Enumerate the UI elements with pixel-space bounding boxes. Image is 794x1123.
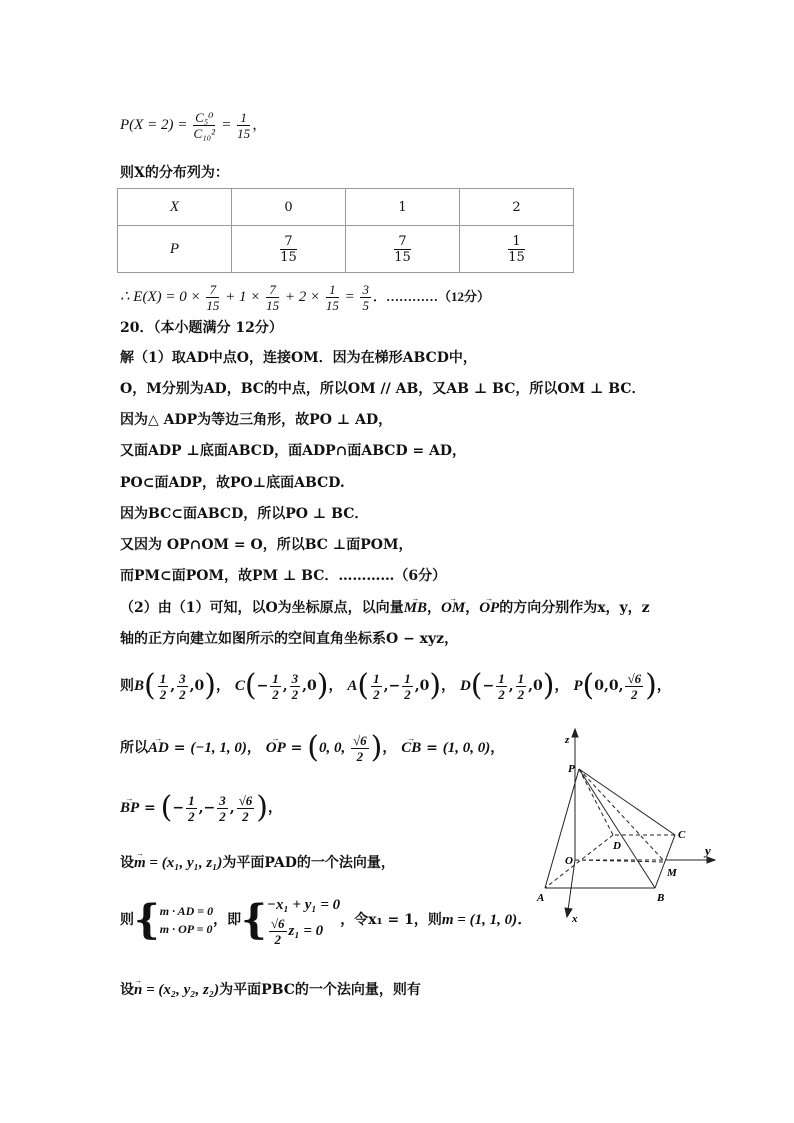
solution-line: 因为△ ADP为等边三角形，故PO ⊥ AD，: [120, 412, 393, 428]
solution-line: 解（1）取AD中点O，连接OM．因为在梯形ABCD中，: [120, 350, 477, 366]
solution-line: 而PM⊂面POM，故PM ⊥ BC．…………（6分）: [120, 568, 447, 584]
edge-PC: [579, 769, 675, 835]
solution-line: 又因为 OP∩OM = O，所以BC ⊥面POM，: [120, 537, 413, 553]
label-x: x: [572, 913, 578, 925]
label-M: M: [667, 867, 677, 879]
label-A: A: [537, 892, 545, 904]
label-z: z: [565, 734, 570, 746]
label-C: C: [678, 829, 686, 841]
fraction: $\frac{1}{15}$: [237, 110, 251, 141]
fraction: $\frac{\text{C₅⁰}}{\text{C₁₀²}}$: [193, 110, 216, 141]
solution-line: 因为BC⊂面ABCD，所以PO ⊥ BC．: [120, 506, 369, 522]
z-axis-arrow: [572, 729, 578, 737]
table-row: P $\frac{7}{15}$ $\frac{7}{15}$ $\frac{1}{15}$: [118, 226, 574, 273]
normal-m-line: 设→ m = (x₁, y₁, z₁)为平面PAD的一个法向量，: [120, 853, 395, 873]
solution-line: PO⊂面ADP，故PO⊥底面ABCD.: [120, 475, 345, 491]
edge-PM: [579, 769, 665, 862]
solution-line: 又面ADP ⊥底面ABCD，面ADP∩面ABCD = AD，: [120, 443, 467, 459]
solution-line: （2）由（1）可知，以O为坐标原点，以向量→ MB，→ OM，→ OP的方向分别作为x，y，z: [120, 598, 650, 618]
edge-PD: [579, 769, 613, 835]
system-line: 则{ m · AD = 0 m · OP = 0 ，即{ −x₁ + y₁ = 0 $\frac{√6}{2}$ z₁ = 0 ，令x₁ = 1，则m = (1, 1, 0)．: [120, 896, 533, 947]
label-B: B: [657, 892, 665, 904]
distribution-intro: 则X的分布列为：: [120, 165, 229, 181]
probability-line: P(X = 2) = $\frac{\text{C₅⁰}}{\text{C₁₀²}}$ = $\frac{1}{15}$ ，: [120, 110, 268, 141]
expectation-line: ∴ E(X) = 0 × $\frac{7}{15}$ + 1 × $\frac{7}{15}$ + 2 × $\frac{1}{15}$ = $\frac{3}{5}$ ．…………（12分）: [120, 282, 490, 313]
prob-label: P(X = 2) =: [120, 116, 192, 133]
vectors-line: 所以→ AD = (−1, 1, 0)， → OP = (0, 0, $\frac{√6}{2}$ )， → CB = (1, 0, 0)，: [120, 730, 504, 766]
pyramid-figure: [535, 725, 735, 925]
bp-vector-line: → BP = (− $\frac{1}{2}$ ,− $\frac{3}{2}$ , $\frac{√6}{2}$ )，: [120, 790, 282, 826]
normal-n-line: 设→ n = (x₂, y₂, z₂)为平面PBC的一个法向量，则有: [120, 980, 421, 1000]
label-D: D: [613, 840, 621, 852]
solution-line: 轴的正方向建立如图所示的空间直角坐标系O − xyz，: [120, 631, 459, 647]
coordinates-line: 则B( $\frac{1}{2}$ , $\frac{3}{2}$ ,0)， C(− $\frac{1}{2}$ , $\frac{3}{2}$ ,0)， A( $\frac{1}{2}$ ,− $\frac{1}{2}$ ,0)， D(− $\frac{1}{2}$ , $\frac{1}{2}$ ,0)， P(0,0, $\frac{√6}{2}$ )，: [120, 668, 671, 703]
solution-line: O，M分别为AD，BC的中点，所以OM // AB，又AB ⊥ BC，所以OM ⊥ BC．: [120, 381, 646, 397]
label-O: O: [565, 855, 573, 867]
table-row: X 0 1 2: [118, 189, 574, 226]
question-title: 20．（本小题满分 12分）: [120, 320, 283, 336]
edge-PB: [579, 769, 655, 888]
x-axis-arrow: [565, 908, 572, 917]
edge-DA: [545, 835, 613, 888]
distribution-table: [117, 188, 574, 273]
label-y: y: [705, 843, 711, 858]
label-P: P: [568, 763, 575, 775]
